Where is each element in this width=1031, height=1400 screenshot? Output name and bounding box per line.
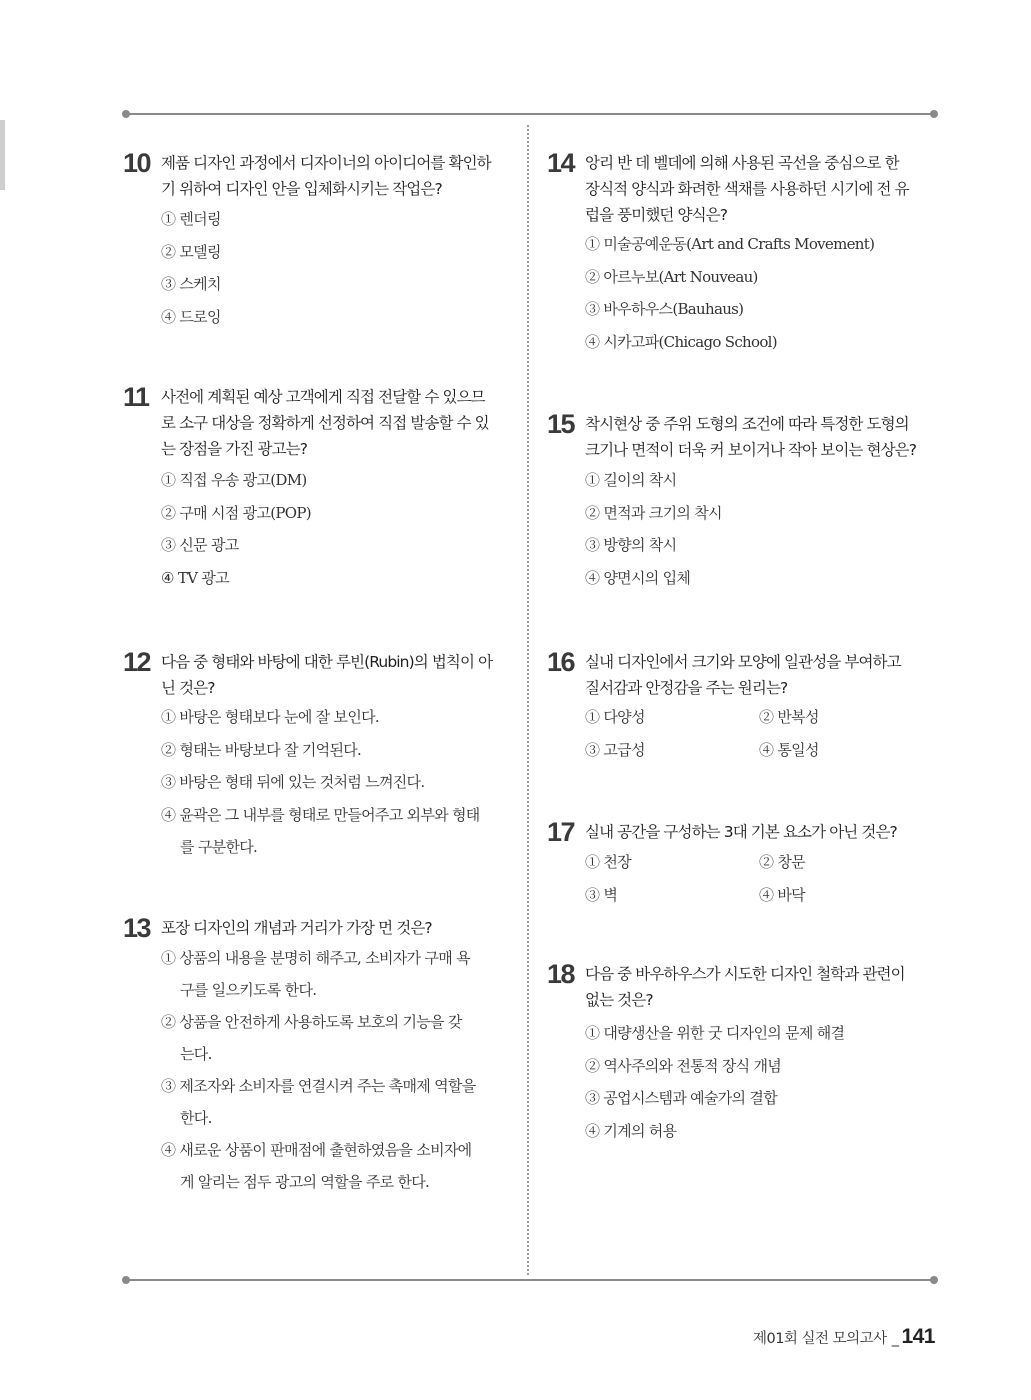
page-edge-mark bbox=[0, 120, 5, 190]
question-stem: 제품 디자인 과정에서 디자이너의 아이디어를 확인하 기 위하여 디자인 안을 입체화시키는 작업은? bbox=[161, 154, 491, 198]
choice-3: ③ 바탕은 형태 뒤에 있는 것처럼 느껴진다. bbox=[161, 773, 425, 792]
choice-4: ④ TV 광고 bbox=[161, 568, 229, 587]
choice-3: ③ 벽 bbox=[585, 885, 618, 904]
question-stem: 다음 중 형태와 바탕에 대한 루빈(Rubin)의 법칙이 아 닌 것은? bbox=[161, 653, 493, 697]
choice-3: ③ 바우하우스(Bauhaus) bbox=[585, 300, 744, 319]
question-number: 17 bbox=[547, 817, 575, 847]
question-stem: 착시현상 중 주위 도형의 조건에 따라 특정한 도형의 크기나 면적이 더욱 커 보이거나 작아 보이는 현상은? bbox=[585, 415, 917, 459]
top-rule bbox=[126, 113, 934, 115]
question-number: 13 bbox=[123, 913, 151, 943]
choice-3: ③ 공업시스템과 예술가의 결합 bbox=[585, 1089, 777, 1108]
choice-list bbox=[585, 1017, 945, 1147]
question-number: 16 bbox=[547, 647, 575, 677]
choice-3: ③ 방향의 착시 bbox=[585, 536, 677, 555]
choice-2: ② 창문 bbox=[759, 853, 805, 871]
choice-4: ④ 양면시의 입체 bbox=[585, 568, 691, 587]
choice-3: ③ 제조자와 소비자를 연결시켜 주는 촉매제 역할을 한다. bbox=[161, 1077, 476, 1127]
question-number: 14 bbox=[547, 148, 575, 178]
question-stem: 실내 디자인에서 크기와 모양에 일관성을 부여하고 질서감과 안정감을 주는 원리는? bbox=[585, 653, 901, 697]
choice-2: ② 구매 시점 광고(POP) bbox=[161, 503, 311, 522]
choice-1: ① 길이의 착시 bbox=[585, 471, 677, 489]
footer-separator: _ bbox=[891, 1331, 899, 1347]
choice-list bbox=[585, 464, 945, 594]
choice-list bbox=[585, 701, 945, 766]
bottom-rule bbox=[126, 1279, 934, 1281]
choice-1: ① 미술공예운동(Art and Crafts Movement) bbox=[585, 235, 875, 253]
question-number: 10 bbox=[123, 148, 151, 178]
column-divider bbox=[527, 125, 529, 1275]
choice-list bbox=[161, 464, 521, 594]
choice-list bbox=[585, 846, 945, 911]
choice-2: ② 면적과 크기의 착시 bbox=[585, 503, 722, 522]
question-number: 11 bbox=[123, 382, 149, 412]
choice-4: ④ 통일성 bbox=[759, 740, 819, 759]
choice-4: ④ 드로잉 bbox=[161, 307, 221, 326]
choice-2: ② 역사주의와 전통적 장식 개념 bbox=[585, 1056, 782, 1075]
choice-1: ① 천장 bbox=[585, 853, 631, 871]
question-stem: 실내 공간을 구성하는 3대 기본 요소가 아닌 것은? bbox=[585, 823, 897, 841]
choice-2: ② 반복성 bbox=[759, 708, 819, 726]
page-number: 141 bbox=[901, 1325, 935, 1348]
choice-3: ③ 스케치 bbox=[161, 275, 221, 294]
choice-list bbox=[161, 942, 521, 1198]
choice-2: ② 상품을 안전하게 사용하도록 보호의 기능을 갖 는다. bbox=[161, 1013, 462, 1063]
question-number: 15 bbox=[547, 409, 575, 439]
choice-list bbox=[585, 228, 945, 358]
choice-3: ③ 신문 광고 bbox=[161, 536, 239, 555]
choice-4: ④ 시카고파(Chicago School) bbox=[585, 332, 777, 351]
choice-1: ① 바탕은 형태보다 눈에 잘 보인다. bbox=[161, 708, 379, 726]
question-number: 12 bbox=[123, 647, 151, 677]
choice-2: ② 모델링 bbox=[161, 242, 221, 261]
exam-title: 제01회 실전 모의고사 bbox=[752, 1331, 887, 1347]
choice-1: ① 상품의 내용을 분명히 해주고, 소비자가 구매 욕 구를 일으키도록 한다. bbox=[161, 949, 470, 999]
page-footer bbox=[753, 1325, 935, 1349]
choice-list bbox=[161, 203, 521, 333]
choice-4: ④ 기계의 허용 bbox=[585, 1121, 677, 1140]
question-stem: 앙리 반 데 벨데에 의해 사용된 곡선을 중심으로 한 장식적 양식과 화려한 색채를 사용하던 시기에 전 유 럽을 풍미했던 양식은? bbox=[585, 154, 909, 224]
choice-2: ② 아르누보(Art Nouveau) bbox=[585, 267, 758, 286]
choice-4: ④ 윤곽은 그 내부를 형태로 만들어주고 외부와 형태 를 구분한다. bbox=[161, 805, 480, 856]
choice-3: ③ 고급성 bbox=[585, 740, 645, 759]
choice-4: ④ 새로운 상품이 판매점에 출현하였음을 소비자에 게 알리는 점두 광고의 역할을 주로 한다. bbox=[161, 1141, 472, 1191]
question-stem: 사전에 계획된 예상 고객에게 직접 전달할 수 있으므 로 소구 대상을 정확하게 선정하여 직접 발송할 수 있 는 장점을 가진 광고는? bbox=[161, 388, 489, 458]
choice-2: ② 형태는 바탕보다 잘 기억된다. bbox=[161, 740, 362, 759]
choice-1: ① 직접 우송 광고(DM) bbox=[161, 471, 307, 489]
choice-4: ④ 바닥 bbox=[759, 885, 805, 904]
choice-1: ① 다양성 bbox=[585, 708, 645, 726]
choice-list bbox=[161, 701, 521, 863]
choice-1: ① 렌더링 bbox=[161, 210, 221, 228]
choice-1: ① 대량생산을 위한 굿 디자인의 문제 해결 bbox=[585, 1024, 845, 1042]
question-stem: 다음 중 바우하우스가 시도한 디자인 철학과 관련이 없는 것은? bbox=[585, 965, 905, 1009]
question-number: 18 bbox=[547, 959, 575, 989]
question-stem: 포장 디자인의 개념과 거리가 가장 먼 것은? bbox=[161, 919, 432, 937]
